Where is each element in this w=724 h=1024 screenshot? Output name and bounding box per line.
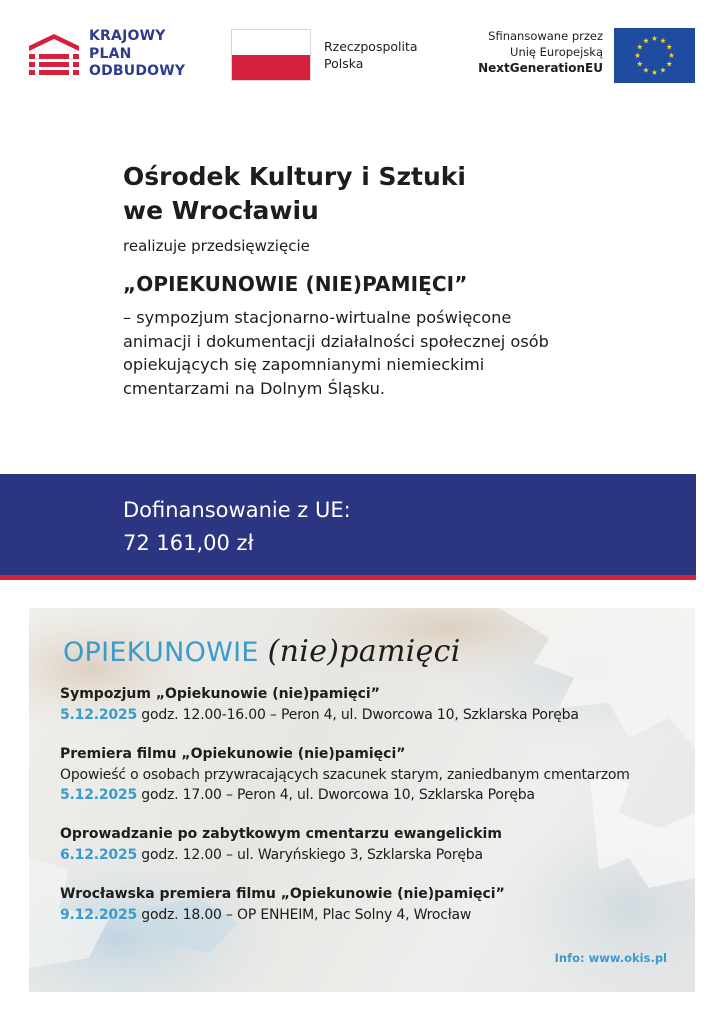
rp-wordmark: [324, 38, 418, 72]
funding-label: Dofinansowanie z UE:: [123, 498, 351, 522]
description-line: animacji i dokumentacji działalności społecznej osób: [123, 331, 549, 351]
event-date: 6.12.2025: [60, 847, 138, 863]
funding-text: [123, 494, 351, 560]
eu-line: NextGenerationEU: [478, 61, 603, 75]
org-title-line: we Wrocławiu: [123, 196, 319, 225]
event-details: godz. 12.00-16.00 – Peron 4, ul. Dworcowa 10, Szklarska Poręba: [137, 707, 579, 723]
event-item: [60, 824, 690, 866]
rp-line: Polska: [324, 56, 364, 71]
eu-line: Sfinansowane przez: [488, 29, 603, 43]
description-line: – sympozjum stacjonarno-wirtualne poświęcone: [123, 308, 512, 327]
event-title: Premiera filmu „Opiekunowie (nie)pamięci”: [60, 746, 406, 762]
org-title-line: Ośrodek Kultury i Sztuki: [123, 162, 466, 191]
description-line: opiekujących się zapomnianymi niemieckimi: [123, 355, 485, 374]
logo-bar: [0, 26, 724, 88]
event-schedule: [60, 905, 690, 926]
event-schedule: [60, 705, 690, 726]
event-item: [60, 684, 690, 726]
funding-band: [0, 474, 696, 580]
kpo-wordmark: [89, 28, 185, 81]
rp-line: Rzeczpospolita: [324, 39, 418, 54]
realizuje-text: realizuje przedsięwzięcie: [123, 237, 310, 255]
project-description: [123, 306, 683, 400]
event-schedule: [60, 785, 690, 806]
event-title: Oprowadzanie po zabytkowym cmentarzu ewangelickim: [60, 826, 502, 842]
brand-primary: OPIEKUNOWIE: [63, 637, 259, 668]
description-line: cmentarzami na Dolnym Śląsku.: [123, 378, 385, 398]
kpo-line: PLAN: [89, 45, 132, 62]
polish-flag-icon: [231, 29, 311, 81]
event-description: Opowieść o osobach przywracających szacunek starym, zaniedbanym cmentarzom: [60, 767, 630, 783]
info-link[interactable]: Info: www.okis.pl: [554, 951, 667, 965]
events-panel: [29, 608, 695, 992]
kpo-line: ODBUDOWY: [89, 63, 186, 79]
event-date: 5.12.2025: [60, 707, 138, 723]
brand-secondary: (nie)pamięci: [267, 634, 461, 669]
event-date: 9.12.2025: [60, 907, 138, 923]
event-title: Wrocławska premiera filmu „Opiekunowie (nie)pamięci”: [60, 886, 505, 902]
project-name: „OPIEKUNOWIE (NIE)PAMIĘCI”: [123, 272, 468, 296]
event-details: godz. 17.00 – Peron 4, ul. Dworcowa 10, Szklarska Poręba: [137, 787, 535, 803]
event-details: godz. 18.00 – OP ENHEIM, Plac Solny 4, Wrocław: [137, 907, 472, 923]
kpo-line: KRAJOWY: [89, 28, 166, 44]
funding-amount: 72 161,00 zł: [123, 531, 254, 555]
event-item: [60, 884, 690, 926]
eu-line: Unię Europejską: [510, 45, 603, 59]
events-list: [60, 684, 690, 944]
organization-title: [123, 160, 466, 228]
event-item: [60, 744, 690, 806]
kpo-emblem-icon: [29, 32, 79, 82]
event-details: godz. 12.00 – ul. Waryńskiego 3, Szklarska Poręba: [137, 847, 483, 863]
event-brand: [63, 634, 461, 669]
event-schedule: [60, 845, 690, 866]
eu-flag-icon: [614, 28, 695, 83]
event-title: Sympozjum „Opiekunowie (nie)pamięci”: [60, 686, 380, 702]
eu-funding-text: [445, 28, 603, 76]
event-date: 5.12.2025: [60, 787, 138, 803]
kpo-logo: [29, 28, 204, 84]
